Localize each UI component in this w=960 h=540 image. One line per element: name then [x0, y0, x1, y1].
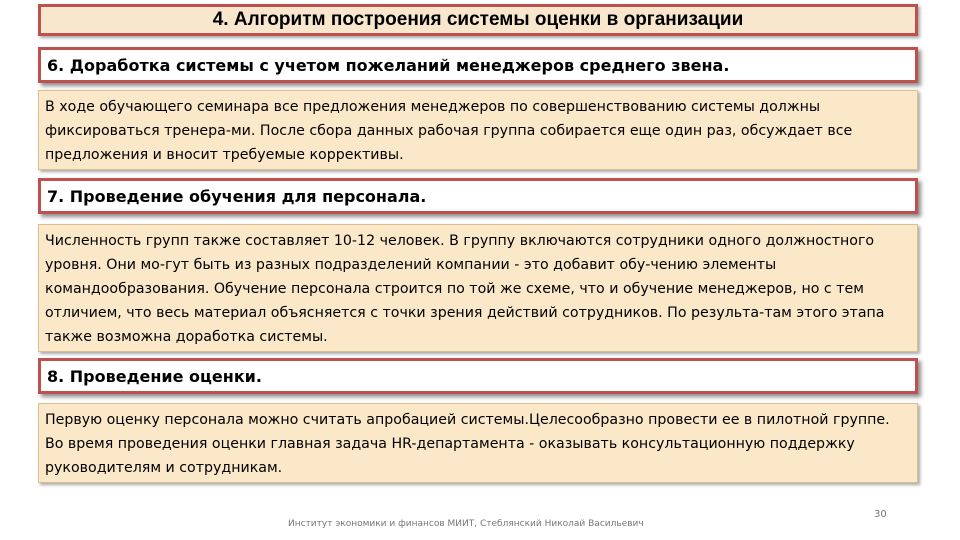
page-number: 30 — [874, 509, 887, 520]
section-6-body: В ходе обучающего семинара все предложения менеджеров по совершенствованию системы должны фиксироваться тренера-ми. После сбора данных рабочая группа собирается еще один раз, обсуждает все предложения и вносит требуемые коррективы. — [38, 90, 918, 170]
slide-title: 4. Алгоритм построения системы оценки в организации — [38, 4, 918, 36]
section-8-body: Первую оценку персонала можно считать апробацией системы.Целесообразно провести ее в пилотной группе. Во время проведения оценки главная задача HR-департамента - оказывать консультационную поддержку руководителям и сотрудникам. — [38, 403, 918, 483]
footer-credit: Институт экономики и финансов МИИТ, Стеблянский Николай Васильевич — [288, 519, 644, 529]
section-7-body: Численность групп также составляет 10-12 человек. В группу включаются сотрудники одного должностного уровня. Они мо-гут быть из разных подразделений компании - это добавит обу-чению элементы командообразования. Обучение персонала строится по той же схеме, что и обучение менеджеров, но с тем отличием, что весь материал объясняется с точки зрения действий сотрудников. По результа-там этого этапа также возможна доработка системы. — [38, 224, 918, 352]
section-6-heading: 6. Доработка системы с учетом пожеланий менеджеров среднего звена. — [38, 47, 918, 83]
section-8-heading: 8. Проведение оценки. — [38, 358, 918, 394]
section-7-heading: 7. Проведение обучения для персонала. — [38, 178, 918, 214]
